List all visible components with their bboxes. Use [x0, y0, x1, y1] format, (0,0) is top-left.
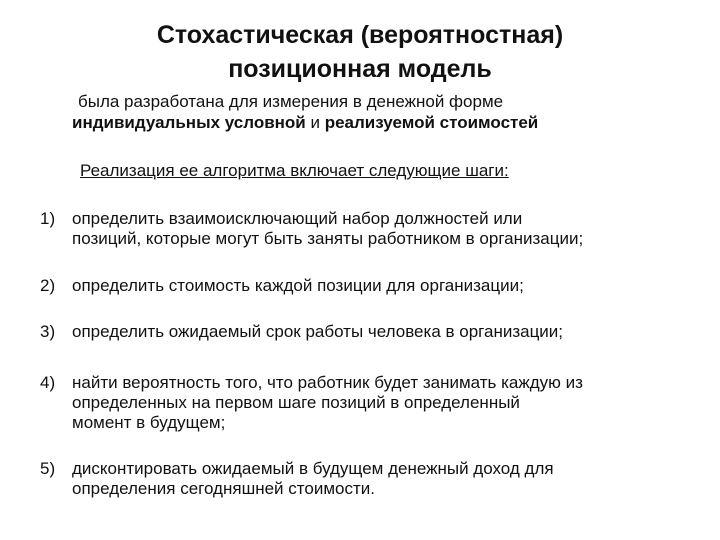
- step-text-line: определенных на первом шаге позиций в определенный: [72, 393, 520, 412]
- step-text: [72, 209, 690, 249]
- intro-paragraph: [72, 91, 539, 133]
- intro-line-2-part-1: индивидуальных условной: [72, 113, 306, 132]
- step-item-2: [40, 276, 690, 296]
- step-item-3: [40, 322, 690, 342]
- step-item-4: [40, 373, 690, 433]
- step-number: 5): [40, 459, 56, 478]
- step-text-line: определить ожидаемый срок работы человека в организации;: [72, 322, 564, 341]
- step-text: [72, 459, 690, 499]
- intro-line-1: была разработана для измерения в денежной форме: [78, 92, 504, 111]
- step-number: 3): [40, 322, 56, 341]
- step-text: [72, 276, 690, 296]
- page-title: [0, 18, 720, 86]
- step-text-line: дисконтировать ожидаемый в будущем денежный доход для: [72, 459, 554, 478]
- intro-line-2-conjunction: и: [305, 113, 325, 132]
- intro-line-2: [72, 112, 538, 133]
- steps-heading: Реализация ее алгоритма включает следующие шаги:: [80, 161, 509, 180]
- step-item-5: [40, 459, 690, 499]
- step-text: [72, 373, 690, 433]
- step-number: 2): [40, 276, 56, 295]
- step-text-line: найти вероятность того, что работник будет занимать каждую из: [72, 373, 583, 392]
- title-line-1: Стохастическая (вероятностная): [156, 21, 564, 49]
- step-text: [72, 322, 690, 342]
- step-text-line: момент в будущем;: [72, 413, 226, 432]
- step-text-line: определения сегодняшней стоимости.: [72, 479, 375, 498]
- title-line-2: позиционная модель: [228, 55, 492, 83]
- step-text-line: позиций, которые могут быть заняты работником в организации;: [72, 229, 584, 248]
- step-item-1: [40, 209, 690, 249]
- step-text-line: определить взаимоисключающий набор должностей или: [72, 209, 523, 228]
- intro-line-2-part-3: реализуемой стоимостей: [324, 113, 539, 132]
- step-text-line: определить стоимость каждой позиции для организации;: [72, 276, 524, 295]
- step-number: 4): [40, 373, 56, 392]
- step-number: 1): [40, 209, 56, 228]
